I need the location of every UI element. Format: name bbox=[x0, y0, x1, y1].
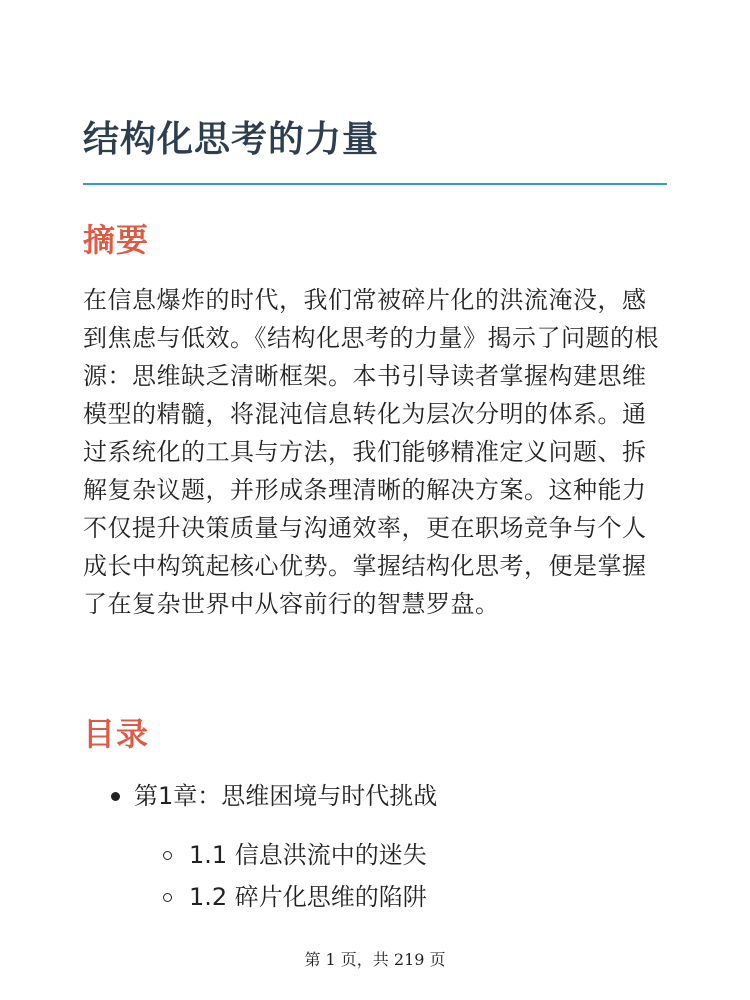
document-title: 结构化思考的力量 bbox=[83, 119, 380, 160]
abstract-heading: 摘要 bbox=[83, 221, 150, 259]
toc-heading: 目录 bbox=[83, 715, 150, 753]
bullet-disc-icon bbox=[111, 792, 120, 801]
bullet-circle-icon bbox=[163, 851, 172, 860]
abstract-paragraph: 在信息爆炸的时代，我们常被碎片化的洪流淹没，感到焦虑与低效。《结构化思考的力量》揭示了问题的根源：思维缺乏清晰框架。本书引导读者掌握构建思维模型的精髓，将混沌信息转化为层次分明的体系。通过系统化的工具与方法，我们能够精准定义问题、拆解复杂议题，并形成条理清晰的解决方案。这种能力不仅提升决策质量与沟通效率，更在职场竞争与个人成长中构筑起核心优势。掌握结构化思考，便是掌握了在复杂世界中从容前行的智慧罗盘。 bbox=[83, 286, 659, 618]
page-number-footer: 第 1 页，共 219 页 bbox=[304, 950, 446, 969]
bullet-circle-icon bbox=[163, 893, 172, 902]
toc-chapter-label: 第1章：思维困境与时代挑战 bbox=[134, 782, 438, 810]
toc-section-label: 1.1 信息洪流中的迷失 bbox=[189, 841, 427, 869]
toc-section-label: 1.2 碎片化思维的陷阱 bbox=[189, 883, 427, 911]
title-divider bbox=[83, 183, 667, 185]
